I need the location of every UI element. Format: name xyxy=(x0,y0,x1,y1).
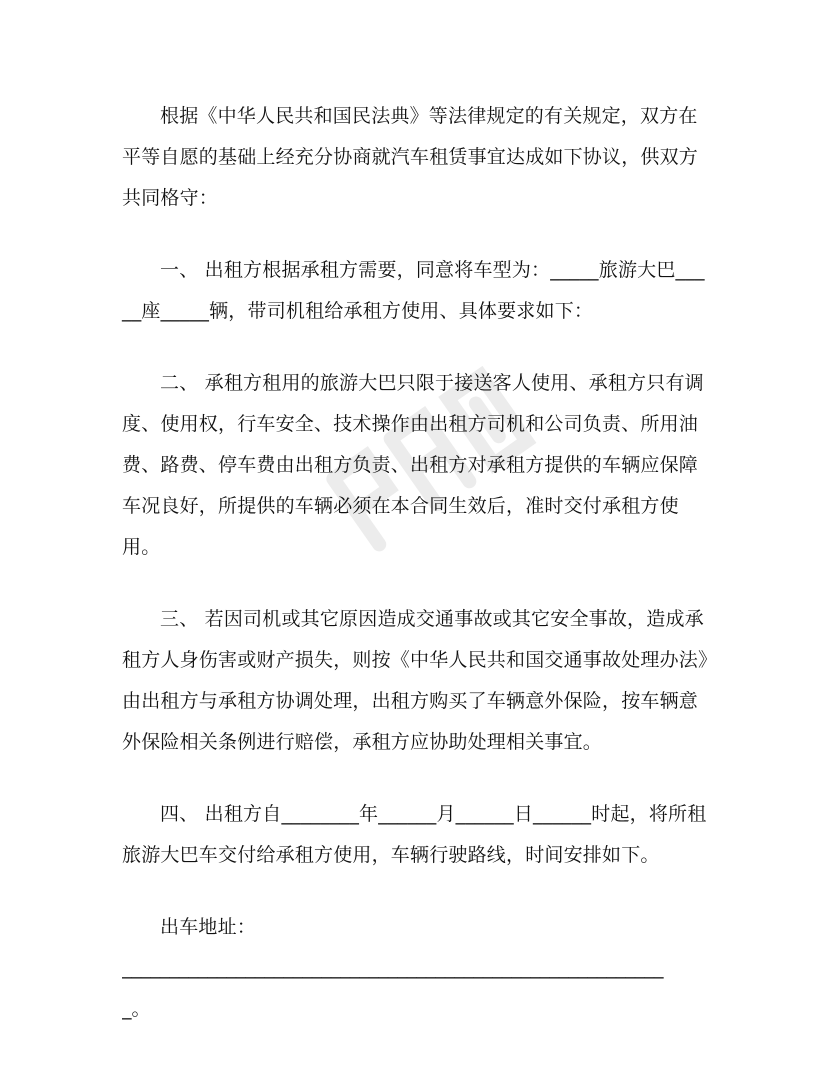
clause-2-paragraph: 二、 承租方租用的旅游大巴只限于接送客人使用、承租方只有调度、使用权，行车安全、技术操作由出租方司机和公司负责、所用油费、路费、停车费由出租方负责、出租方对承租方提供的车辆应保障车况良好，所提供的车辆必须在本合同生效后，准时交付承租方使用。 xyxy=(122,372,704,558)
departure-address-blank-end: _。 xyxy=(122,998,151,1020)
departure-address-label: 出车地址： xyxy=(160,916,257,938)
clause-1-paragraph: 一、 出租方根据承租方需要，同意将车型为：_____旅游大巴_____座_____辆，带司机租给承租方使用、具体要求如下： xyxy=(122,259,705,322)
clause-3-paragraph: 三、 若因司机或其它原因造成交通事故或其它安全事故，造成承租方人身伤害或财产损失，则按《中华人民共和国交通事故处理办法》由出租方与承租方协调处理，出租方购买了车辆意外保险，按车辆意外保险相关条例进行赔偿，承租方应协助处理相关事宜。 xyxy=(122,608,708,753)
intro-paragraph: 根据《中华人民共和国民法典》等法律规定的有关规定，双方在平等自愿的基础上经充分协商就汽车租赁事宜达成如下协议，供双方共同格守： xyxy=(122,105,699,209)
clause-4-paragraph: 四、 出租方自________年______月______日______时起，将所租旅游大巴车交付给承租方使用，车辆行驶路线，时间安排如下。 xyxy=(122,803,707,866)
departure-address-blank: _________________________________________________________ xyxy=(122,957,664,979)
document-body xyxy=(122,96,712,1030)
